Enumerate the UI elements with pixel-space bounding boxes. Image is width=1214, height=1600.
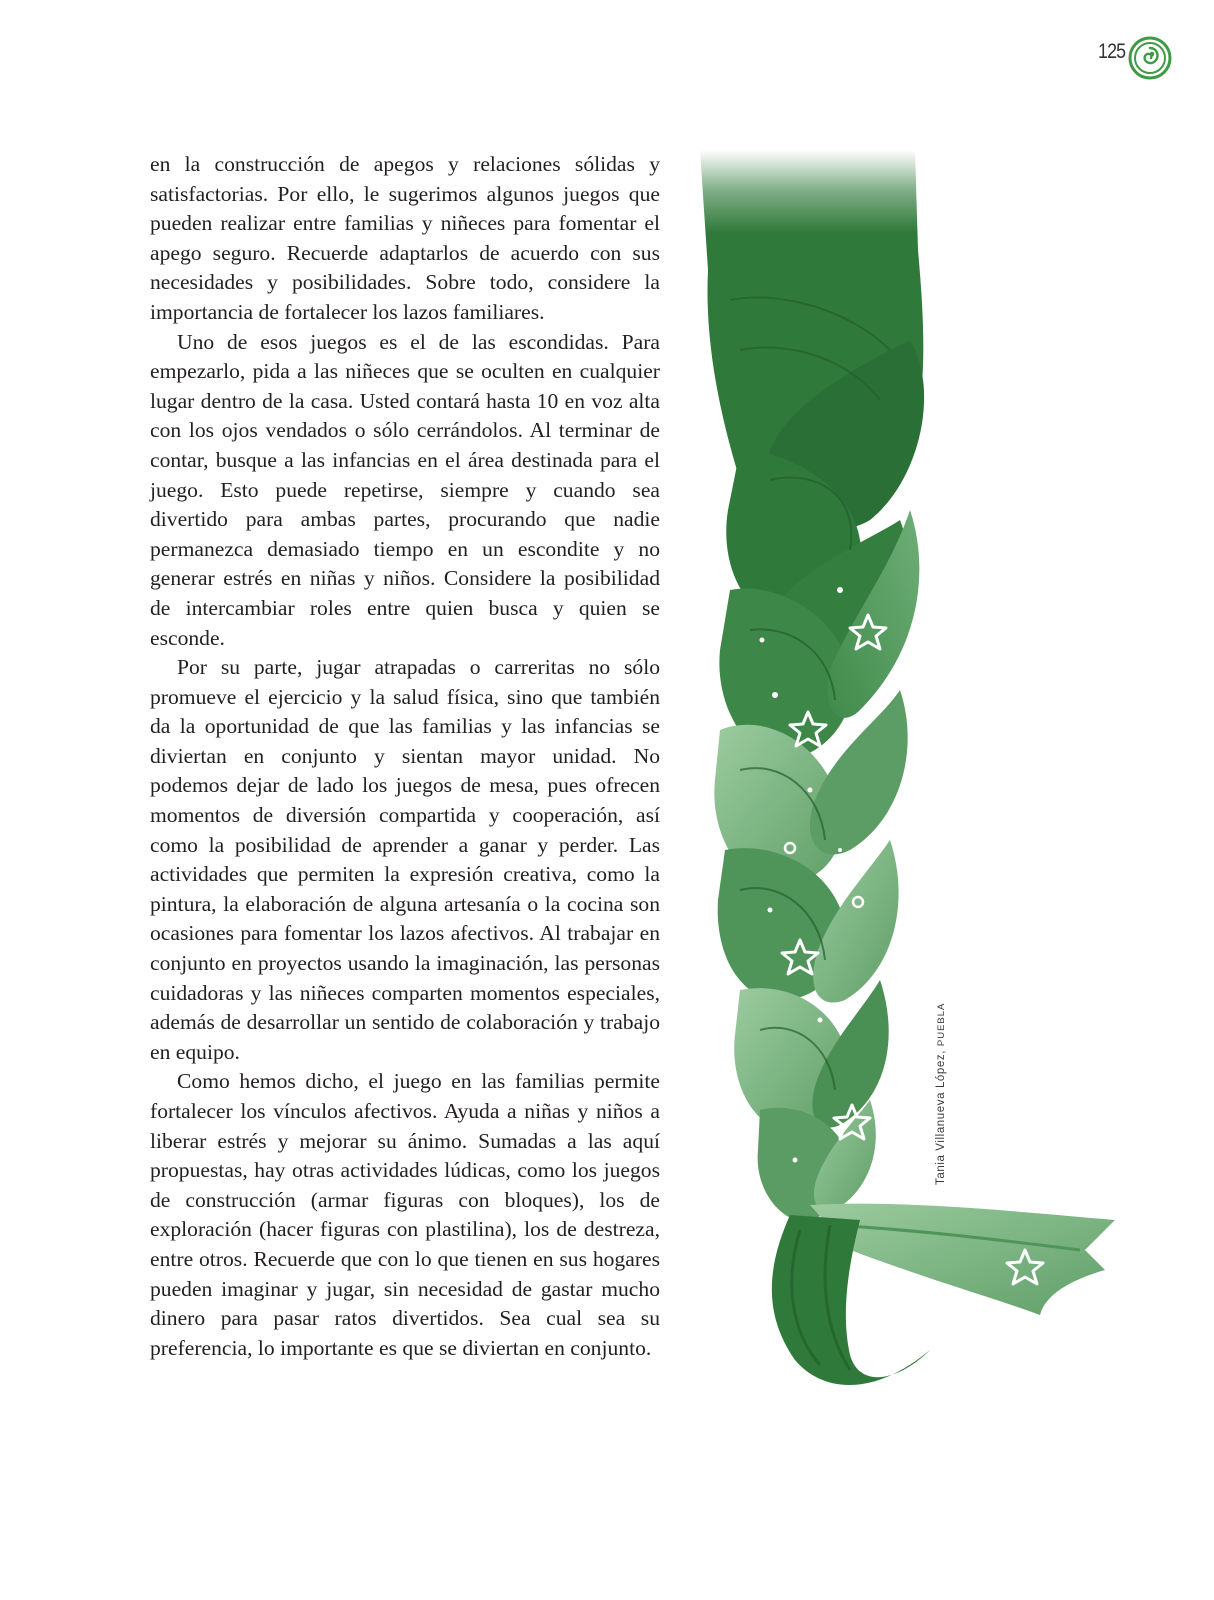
illustration-credit <box>935 1003 947 1185</box>
body-text <box>150 150 660 1363</box>
paragraph-3: Por su parte, jugar atrapadas o carreritas no sólo promueve el ejercicio y la salud física, sino que también da la oportunidad de que las familias y las infancias se diviertan en conjunto y sientan mayor unidad. No podemos dejar de lado los juegos de mesa, pues ofrecen momentos de diversión compartida y cooperación, así como la posibilidad de aprender a ganar y perder. Las actividades que permiten la expresión creativa, como la pintura, la elaboración de alguna artesanía o la cocina son ocasiones para fomentar los lazos afectivos. Al trabajar en conjunto en proyectos usando la imaginación, las personas cuidadoras y las niñeces comparten momentos especiales, además de desarrollar un sentido de colaboración y trabajo en equipo. <box>150 655 660 1064</box>
paragraph-2: Uno de esos juegos es el de las escondidas. Para empezarlo, pida a las niñeces que se oculten en cualquier lugar dentro de la casa. Usted contará hasta 10 en voz alta con los ojos vendados o sólo cerrándolos. Al terminar de contar, busque a las infancias en el área destinada para el juego. Esto puede repetirse, siempre y cuando sea divertido para ambas partes, procurando que nadie permanezca demasiado tiempo en un escondite y no generar estrés en niñas y niños. Considere la posibilidad de intercambiar roles entre quien busca y quien se esconde. <box>150 329 660 650</box>
credit-name: Tania Villanueva López, <box>935 1046 947 1185</box>
green-spiral-logo-icon <box>1128 36 1172 80</box>
page-number: 125 <box>1098 40 1126 63</box>
paragraph-1: en la construcción de apegos y relaciones sólidas y satisfactorias. Por ello, le sugerimos algunos juegos que pueden realizar entre familias y niñeces para fomentar el apego seguro. Recuerde adaptarlos de acuerdo con sus necesidades y posibilidades. Sobre todo, considere la importancia de fortalecer los lazos familiares. <box>150 152 660 324</box>
green-braid-illustration <box>700 150 1140 1420</box>
credit-place: PUEBLA <box>936 1002 947 1047</box>
paragraph-4: Como hemos dicho, el juego en las familias permite fortalecer los vínculos afectivos. Ayuda a niñas y niños a liberar estrés y mejorar su ánimo. Sumadas a las aquí propuestas, hay otras actividades lúdicas, como los juegos de construcción (armar figuras con bloques), los de exploración (hacer figuras con plastilina), los de destreza, entre otros. Recuerde que con lo que tienen en sus hogares pueden imaginar y jugar, sin necesidad de gastar mucho dinero para pasar ratos divertidos. Sea cual sea su preferencia, lo importante es que se diviertan en conjunto. <box>150 1069 660 1360</box>
